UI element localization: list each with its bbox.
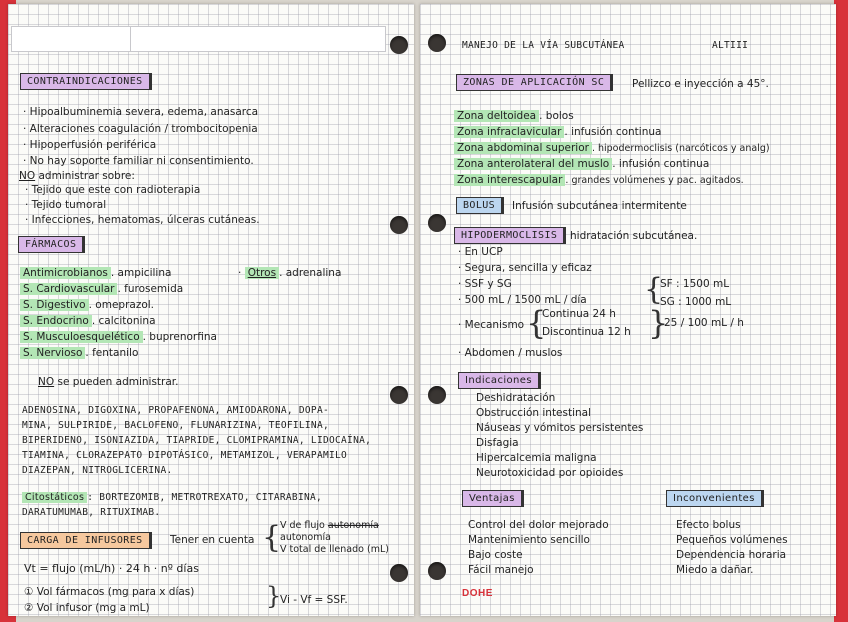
hipodermoclisis-item: · SSF y SG <box>458 278 512 290</box>
otros-label: Otros <box>245 267 279 279</box>
advantage-item: Mantenimiento sencillo <box>468 534 590 546</box>
contraindication-item: · Hipoalbuminemia severa, edema, anasarca <box>23 106 259 118</box>
no-label: NO <box>38 376 55 388</box>
indicaciones-heading: Indicaciones <box>458 372 541 389</box>
zone-row <box>454 174 744 186</box>
binder-hole <box>428 386 446 404</box>
page-tag: ALTIII <box>712 40 749 51</box>
left-notebook-page <box>8 4 414 616</box>
option-1-struck: autonomía <box>327 520 379 531</box>
right-binding-edge <box>834 0 848 622</box>
bolus-description: Infusión subcutánea intermitente <box>512 200 687 212</box>
drug-example: . fentanilo <box>85 347 139 359</box>
contraindication-item: · Hipoperfusión periférica <box>23 139 157 151</box>
option-1-label: V de flujo <box>280 520 325 531</box>
zone-label: Zona infraclavicular <box>454 126 564 138</box>
citostaticos-value: : BORTEZOMIB, METROTREXATO, CITARABINA, <box>87 492 323 503</box>
forbidden-drugs-line: DIAZEPAN, NITROGLICERINA. <box>22 465 173 476</box>
hipodermoclisis-item: · 500 mL / 1500 mL / día <box>458 294 587 306</box>
no-rest: administrar sobre: <box>38 170 135 182</box>
drug-group: S. Cardiovascular <box>20 283 117 295</box>
sg-dose: SG : 1000 mL <box>660 296 732 308</box>
zone-row <box>454 110 574 122</box>
indication-item: Náuseas y vómitos persistentes <box>476 422 644 434</box>
farmacos-heading: FÁRMACOS <box>18 236 85 253</box>
indication-item: Obstrucción intestinal <box>476 407 592 419</box>
citostaticos-row-2: DARATUMUMAB, RITUXIMAB. <box>22 507 161 518</box>
forbidden-drugs-line: MINA, SULPIRIDE, BACLOFENO, FLUNARIZINA, TEOFILINA, <box>22 420 329 431</box>
citostaticos-row <box>22 492 322 503</box>
left-brace: { <box>262 520 282 555</box>
no-rest: se pueden administrar. <box>57 376 179 388</box>
page-header-box <box>11 26 386 52</box>
zone-row <box>454 158 709 170</box>
indication-item: Hipercalcemia maligna <box>476 452 597 464</box>
disadvantage-item: Miedo a dañar. <box>676 564 754 576</box>
carga-infusores-heading: CARGA DE INFUSORES <box>20 532 152 549</box>
indication-item: Disfagia <box>476 437 519 449</box>
drug-group: S. Musculoesquelético <box>20 331 143 343</box>
advantage-item: Control del dolor mejorado <box>468 519 609 531</box>
bolus-heading: BOLUS <box>456 197 504 214</box>
drug-group: Antimicrobianos <box>20 267 111 279</box>
drug-example: . ampicilina <box>110 267 172 279</box>
site-item: · Abdomen / muslos <box>458 347 563 359</box>
drug-group: S. Nervioso <box>20 347 85 359</box>
brand-logo: DOHE <box>462 588 493 599</box>
forbidden-drugs-line: ADENOSINA, DIGOXINA, PROPAFENONA, AMIODARONA, DOPA- <box>22 405 329 416</box>
mecanismo-label: · Mecanismo <box>458 319 525 331</box>
right-notebook-page <box>420 4 836 616</box>
infusion-rate: 25 / 100 mL / h <box>664 317 744 329</box>
mechanism-brace-left: { <box>526 304 547 342</box>
drug-group: S. Endocrino <box>20 315 92 327</box>
calc-step-1: ① Vol fármacos (mg para x días) <box>24 586 195 598</box>
tener-en-cuenta: Tener en cuenta <box>170 534 255 546</box>
zonas-note: Pellizco e inyección a 45°. <box>632 78 769 90</box>
drug-row <box>20 315 156 327</box>
indication-item: Neurotoxicidad por opioides <box>476 467 624 479</box>
page-title: MANEJO DE LA VÍA SUBCUTÁNEA <box>462 40 625 51</box>
citostaticos-label: Citostáticos <box>22 492 87 503</box>
drug-row <box>20 331 217 343</box>
contraindication-item: · No hay soporte familiar ni consentimiento. <box>23 155 254 167</box>
zone-label: Zona interescapular <box>454 174 565 186</box>
no-label: NO <box>19 170 36 182</box>
contraindicaciones-heading: CONTRAINDICACIONES <box>20 73 152 90</box>
otros-row: · Otros . adrenalina <box>238 267 342 279</box>
zone-use: . bolos <box>539 110 574 122</box>
hipodermoclisis-item: · Segura, sencilla y eficaz <box>458 262 592 274</box>
discontinuous-mode: Discontinua 12 h <box>542 326 631 338</box>
drug-row <box>20 267 171 279</box>
drug-group: S. Digestivo <box>20 299 89 311</box>
otros-value: . adrenalina <box>279 267 342 279</box>
zone-row <box>454 126 661 138</box>
binder-hole <box>390 386 408 404</box>
zone-use: . grandes volúmenes y pac. agitados. <box>565 175 744 186</box>
drug-example: . omeprazol. <box>88 299 155 311</box>
mechanism-brace-right: } <box>648 304 669 342</box>
consider-option-3: V total de llenado (mL) <box>280 544 389 555</box>
zone-label: Zona abdominal superior <box>454 142 592 154</box>
ssf-result: Vi - Vf = SSF. <box>280 594 348 606</box>
drug-example: . furosemida <box>117 283 184 295</box>
consider-option-1 <box>280 520 379 531</box>
binder-hole <box>390 216 408 234</box>
inconvenientes-heading: Inconvenientes <box>666 490 764 507</box>
zone-use: . hipodermoclisis (narcóticos y analg) <box>591 143 770 154</box>
no-administrar-line <box>19 170 135 182</box>
zone-label: Zona deltoidea <box>454 110 539 122</box>
tissue-item: · Tejido tumoral <box>25 199 107 211</box>
calc-step-2: ② Vol infusor (mg a mL) <box>24 602 150 614</box>
drug-row <box>20 299 154 311</box>
consider-option-2: autonomía <box>280 532 331 543</box>
no-administrar-line <box>38 376 178 388</box>
disadvantage-item: Pequeños volúmenes <box>676 534 788 546</box>
indication-item: Deshidratación <box>476 392 556 404</box>
drug-example: . calcitonina <box>91 315 156 327</box>
forbidden-drugs-line: TIAMINA, CLORAZEPATO DIPOTÁSICO, METAMIZOL, VERAPAMILO <box>22 450 348 461</box>
binder-hole <box>390 36 408 54</box>
tissue-item: · Infecciones, hematomas, úlceras cutáneas. <box>25 214 260 226</box>
advantage-item: Bajo coste <box>468 549 523 561</box>
binder-hole <box>390 564 408 582</box>
advantage-item: Fácil manejo <box>468 564 534 576</box>
zone-row <box>454 142 770 154</box>
drug-row <box>20 283 183 295</box>
sf-dose: SF : 1500 mL <box>660 278 730 290</box>
hipodermoclisis-description: hidratación subcutánea. <box>570 230 698 242</box>
drug-example: . buprenorfina <box>142 331 217 343</box>
forbidden-drugs-line: BIPERIDENO, ISONIAZIDA, TIAPRIDE, CLOMIPRAMINA, LIDOCAÍNA, <box>22 435 372 446</box>
zonas-heading: ZONAS DE APLICACIÓN SC <box>456 74 613 91</box>
right-brace: } <box>266 582 282 610</box>
disadvantage-item: Efecto bolus <box>676 519 741 531</box>
continuous-mode: Continua 24 h <box>542 308 616 320</box>
zone-use: . infusión continua <box>564 126 662 138</box>
disadvantage-item: Dependencia horaria <box>676 549 787 561</box>
dose-brace: { <box>644 272 664 307</box>
ventajas-heading: Ventajas <box>462 490 524 507</box>
volume-formula: Vt = flujo (mL/h) · 24 h · nº días <box>24 562 199 575</box>
drug-row <box>20 347 138 359</box>
binder-hole <box>428 34 446 52</box>
binder-hole <box>428 562 446 580</box>
hipodermoclisis-item: · En UCP <box>458 246 503 258</box>
binder-hole <box>428 214 446 232</box>
zone-label: Zona anterolateral del muslo <box>454 158 612 170</box>
tissue-item: · Tejido que este con radioterapia <box>25 184 201 196</box>
zone-use: . infusión continua <box>612 158 710 170</box>
contraindication-item: · Alteraciones coagulación / trombocitopenia <box>23 123 258 135</box>
hipodermoclisis-heading: HIPODERMOCLISIS <box>454 227 566 244</box>
